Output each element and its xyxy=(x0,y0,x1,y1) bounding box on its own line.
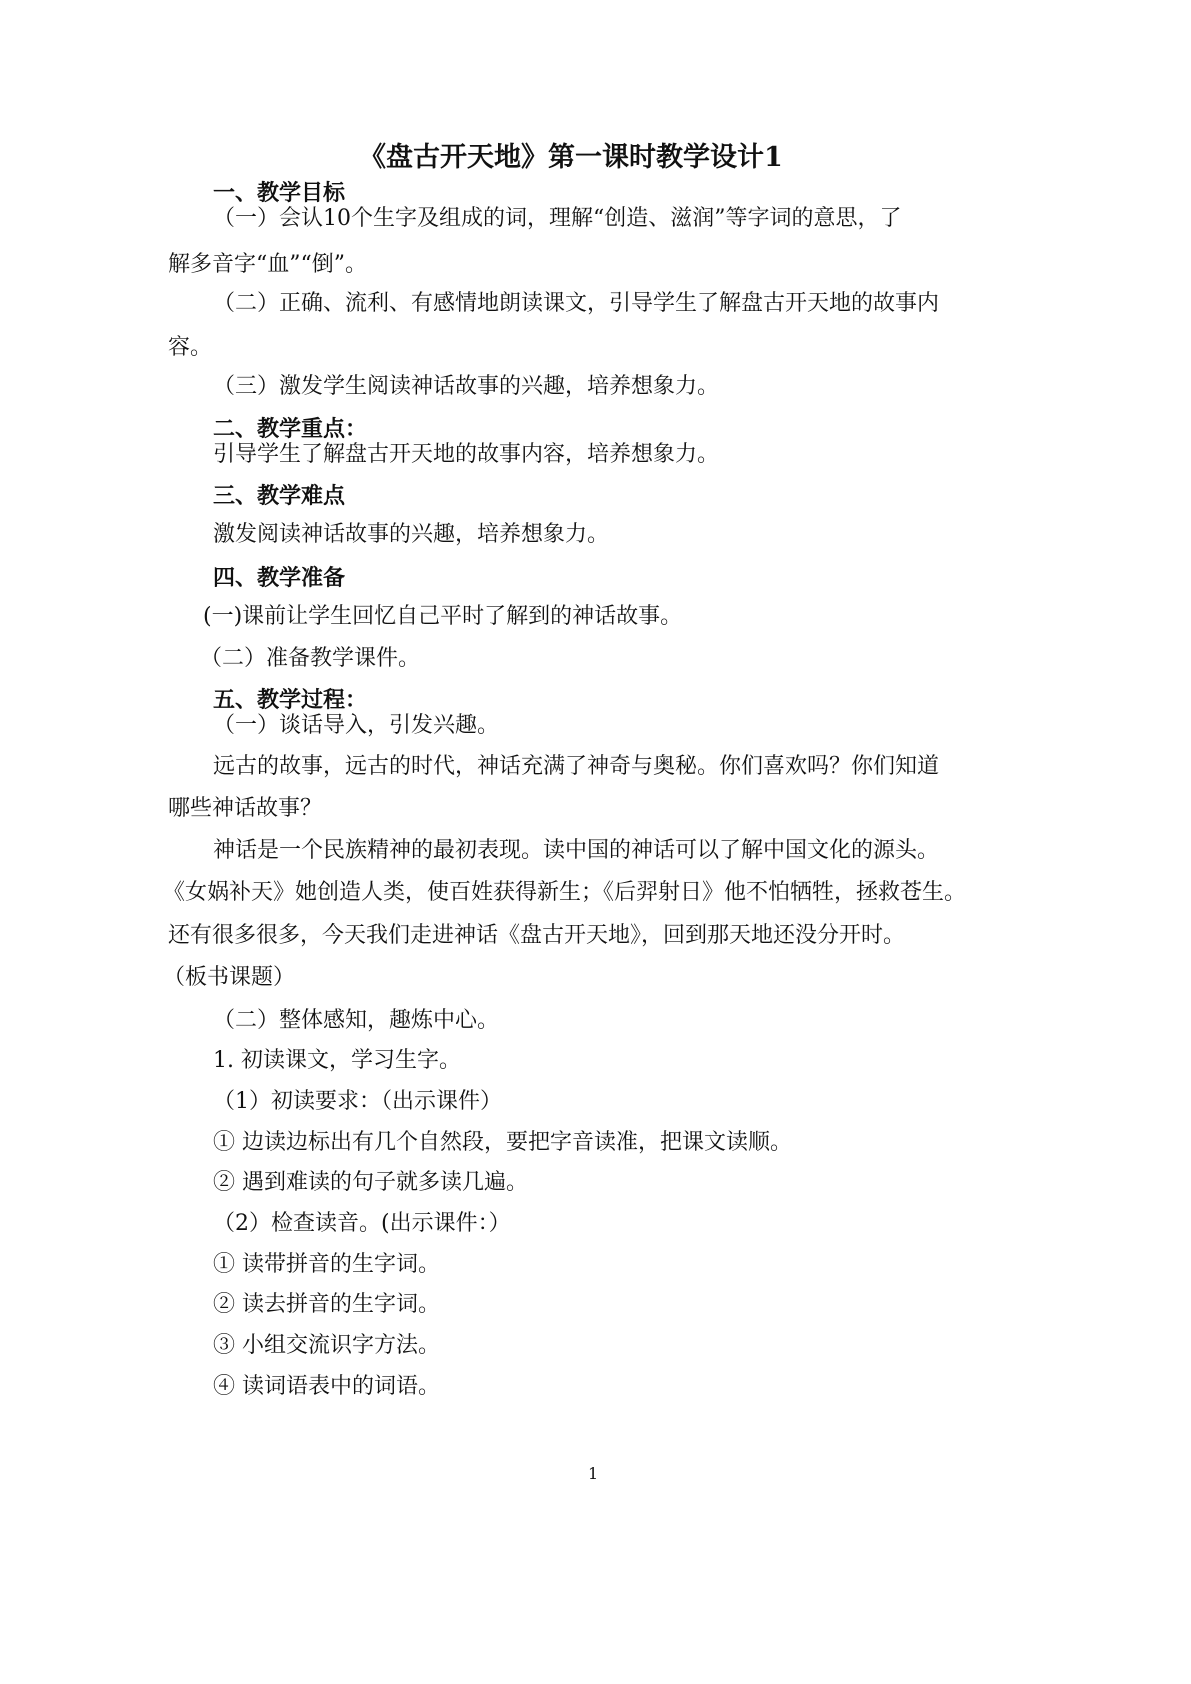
page-number: 1 xyxy=(588,1464,599,1483)
pronunciation-check-3: ③ 小组交流识字方法。 xyxy=(213,1333,440,1358)
process-paragraph-2-line-4: （板书课题） xyxy=(163,965,296,990)
section-heading-key-points: 二、教学重点： xyxy=(213,416,368,442)
document-title: 《盘古开天地》第一课时教学设计1 xyxy=(359,142,783,173)
process-paragraph-1-line-1: 远古的故事，远古的时代，神话充满了神奇与奥秘。你们喜欢吗？你们知道 xyxy=(213,754,940,779)
section-heading-goals: 一、教学目标 xyxy=(213,180,346,206)
reading-requirements-heading: （1）初读要求：（出示课件） xyxy=(213,1089,502,1114)
process-step-2: （二）整体感知，趣炼中心。 xyxy=(213,1008,500,1033)
goal-item-3: （三）激发学生阅读神话故事的兴趣，培养想象力。 xyxy=(213,374,720,399)
pronunciation-check-heading: （2）检查读音。(出示课件：） xyxy=(213,1211,511,1236)
process-paragraph-2-line-1: 神话是一个民族精神的最初表现。读中国的神话可以了解中国文化的源头。 xyxy=(213,838,940,863)
pronunciation-check-2: ② 读去拼音的生字词。 xyxy=(213,1292,440,1317)
pronunciation-check-4: ④ 读词语表中的词语。 xyxy=(213,1374,440,1399)
section-heading-preparation: 四、教学准备 xyxy=(213,565,346,591)
preparation-item-2: （二）准备教学课件。 xyxy=(200,646,421,671)
section-heading-process: 五、教学过程： xyxy=(213,687,368,713)
difficulties-text: 激发阅读神话故事的兴趣，培养想象力。 xyxy=(213,522,610,547)
process-step-1: （一）谈话导入，引发兴趣。 xyxy=(213,713,500,738)
pronunciation-check-1: ① 读带拼音的生字词。 xyxy=(213,1252,440,1277)
goal-item-1-line-2: 解多音字“血”“倒”。 xyxy=(168,252,367,277)
reading-requirement-2: ② 遇到难读的句子就多读几遍。 xyxy=(213,1170,528,1195)
process-subsection-1: 1. 初读课文，学习生字。 xyxy=(213,1048,461,1073)
preparation-item-1: (一)课前让学生回忆自己平时了解到的神话故事。 xyxy=(203,604,683,629)
section-heading-difficulties: 三、教学难点 xyxy=(213,483,346,509)
process-paragraph-2-line-2: 《女娲补天》她创造人类，使百姓获得新生；《后羿射日》他不怕牺牲，拯救苍生。 xyxy=(163,880,967,905)
reading-requirement-1: ① 边读边标出有几个自然段，要把字音读准，把课文读顺。 xyxy=(213,1130,792,1155)
goal-item-2-line-2: 容。 xyxy=(168,335,213,360)
process-paragraph-1-line-2: 哪些神话故事？ xyxy=(168,796,323,821)
key-points-text: 引导学生了解盘古开天地的故事内容，培养想象力。 xyxy=(213,442,720,467)
process-paragraph-2-line-3: 还有很多很多，今天我们走进神话《盘古开天地》，回到那天地还没分开时。 xyxy=(168,923,906,948)
goal-item-1-line-1: （一）会认10个生字及组成的词，理解“创造、滋润”等字词的意思，了 xyxy=(213,206,902,231)
goal-item-2-line-1: （二）正确、流利、有感情地朗读课文，引导学生了解盘古开天地的故事内 xyxy=(213,291,940,316)
